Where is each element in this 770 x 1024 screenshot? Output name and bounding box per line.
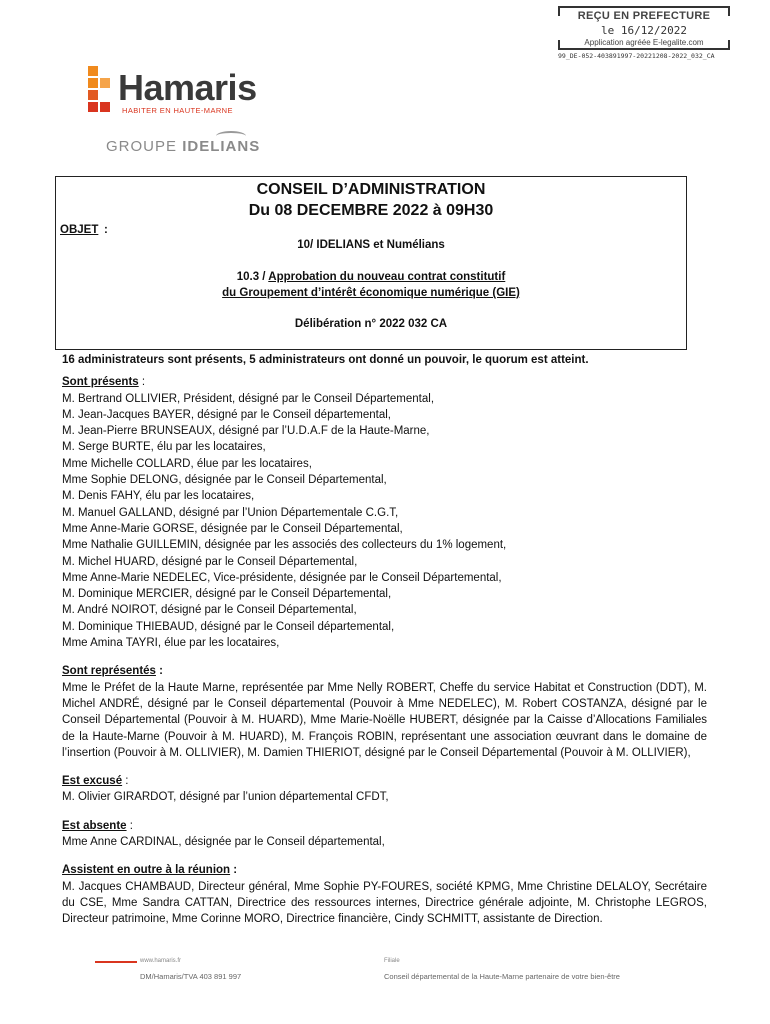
list-item: Mme Nathalie GUILLEMIN, désignée par les associés des collecteurs du 1% logement,	[62, 539, 507, 552]
logo-tagline: HABITER EN HAUTE-MARNE	[122, 106, 233, 115]
list-item: Mme Michelle COLLARD, élue par les locataires,	[62, 457, 312, 470]
logo-name: Hamaris	[118, 67, 257, 108]
document-body	[62, 352, 707, 940]
assistent-text: M. Jacques CHAMBAUD, Directeur général, Mme Sophie PY-FOURES, société KPMG, Mme Christine DELALOY, Secrétaire du CSE, Mme Sandra CATTAN, Directrice des ressources internes, Directrice générale adjointe, M. Christophe LEGROS, Directeur patrimoine, Mme Corinne MORO, Directrice financière, Cindy SCHMITT, assistante de Direction.	[62, 880, 707, 926]
excuse-section	[62, 773, 707, 806]
objet-label: OBJET	[60, 224, 99, 236]
representes-text: Mme le Préfet de la Haute Marne, représentée par Mme Nelly ROBERT, Cheffe du service Habitat et Construction (DDT), M. Michel ANDRÉ, désigné par le Conseil départemental (Pouvoir à Mme NEDELEC), M. Robert COSTANZA, désigné par le Conseil Départemental (Pouvoir à M. HUARD), Mme Marie-Noëlle HUBERT, désignée par la Caisse d’Allocations Familiales de la Haute-Marne (Pouvoir à M. HUARD), M. François ROBIN, représentant une association œuvrant dans le domaine de l’insertion (Pouvoir à M. OLLIVIER), M. Damien THIERIOT, désigné par le Conseil Départemental (Pouvoir à M. OLLIVIER),	[62, 681, 707, 759]
stamp-bottom-border	[558, 48, 730, 50]
list-item: M. Dominique THIEBAUD, désigné par le Conseil départemental,	[62, 620, 395, 633]
agenda-subitem-text: Approbation du nouveau contrat constitutif	[268, 271, 506, 283]
agenda-subitem-line1	[56, 271, 686, 283]
list-item: Mme Anne-Marie NEDELEC, Vice-présidente, désignée par le Conseil Départemental,	[62, 571, 502, 584]
absente-section	[62, 818, 707, 851]
excuse-colon: :	[122, 775, 129, 788]
footer-accent-line	[95, 961, 137, 963]
list-item: M. André NOIROT, désigné par le Conseil Départemental,	[62, 604, 357, 617]
absente-text: Mme Anne CARDINAL, désignée par le Conseil départemental,	[62, 836, 385, 849]
stamp-title: REÇU EN PREFECTURE	[577, 10, 711, 22]
list-item: Mme Amina TAYRI, élue par les locataires,	[62, 637, 280, 650]
meeting-date: Du 08 DECEMBRE 2022 à 09H30	[248, 202, 494, 219]
list-item: M. Jean-Jacques BAYER, désigné par le Conseil départemental,	[62, 408, 391, 421]
quorum-statement: 16 administrateurs sont présents, 5 administrateurs ont donné un pouvoir, le quorum est atteint.	[62, 354, 589, 366]
presents-section	[62, 374, 707, 651]
assistent-heading: Assistent en outre à la réunion	[62, 864, 231, 877]
stamp-agreement: Application agréée E-legalite.com	[584, 38, 704, 47]
footer-right-text: Conseil départemental de la Haute-Marne partenaire de votre bien-être	[384, 972, 620, 981]
representes-heading: Sont représentés	[62, 665, 156, 678]
footer-left-text: DM/Hamaris/TVA 403 891 997	[140, 972, 242, 981]
deliberation-number: Délibération n° 2022 032 CA	[294, 318, 448, 330]
list-item: M. Serge BURTE, élu par les locataires,	[62, 441, 266, 454]
agenda-item-title: 10/ IDELIANS et Numélians	[297, 239, 445, 251]
deliberation-header-box	[55, 176, 687, 350]
list-item: M. Denis FAHY, élu par les locataires,	[62, 490, 255, 503]
footer-right-small: Filiale	[384, 958, 400, 964]
stamp-date: le 16/12/2022	[600, 24, 688, 37]
list-item: M. Manuel GALLAND, désigné par l’Union Départementale C.G.T,	[62, 506, 399, 519]
representes-colon: :	[155, 665, 163, 678]
stamp-bottom-tick-right	[728, 40, 730, 50]
assistent-section	[62, 862, 707, 927]
agenda-subitem-number: 10.3 /	[236, 271, 269, 283]
footer-left-small: www.hamaris.fr	[140, 958, 182, 964]
meeting-title: CONSEIL D’ADMINISTRATION	[256, 181, 486, 198]
list-item: Mme Anne-Marie GORSE, désignée par le Conseil Départemental,	[62, 522, 403, 535]
objet-colon: :	[104, 224, 108, 236]
stamp-reference-id: 99_DE-052-403891997-20221208-2022_032_CA	[558, 52, 715, 60]
agenda-subitem-line2: du Groupement d’intérêt économique numérique (GIE)	[222, 287, 520, 299]
excuse-heading: Est excusé	[62, 775, 123, 788]
presents-list	[62, 391, 707, 652]
list-item: M. Michel HUARD, désigné par le Conseil Départemental,	[62, 555, 358, 568]
list-item: M. Bertrand OLLIVIER, Président, désigné par le Conseil Départemental,	[62, 392, 435, 405]
presents-colon: :	[138, 376, 146, 389]
idelians-arc-icon	[216, 131, 246, 141]
presents-heading: Sont présents	[62, 376, 139, 389]
absente-colon: :	[126, 819, 133, 832]
list-item: Mme Sophie DELONG, désignée par le Conseil Départemental,	[62, 474, 387, 487]
list-item: M. Dominique MERCIER, désigné par le Conseil Départemental,	[62, 588, 392, 601]
absente-heading: Est absente	[62, 819, 127, 832]
representes-section	[62, 663, 707, 761]
stamp-top-border	[558, 6, 730, 8]
list-item: M. Jean-Pierre BRUNSEAUX, désigné par l’U.D.A.F de la Haute-Marne,	[62, 425, 430, 438]
assistent-colon: :	[230, 864, 238, 877]
groupe-name: IDELIANS	[182, 138, 261, 155]
hamaris-logo-icon	[88, 66, 110, 114]
stamp-bottom-tick-left	[558, 40, 560, 50]
excuse-text: M. Olivier GIRARDOT, désigné par l’union départemental CFDT,	[62, 791, 389, 804]
prefecture-stamp	[558, 6, 730, 56]
groupe-prefix: GROUPE	[106, 138, 178, 155]
